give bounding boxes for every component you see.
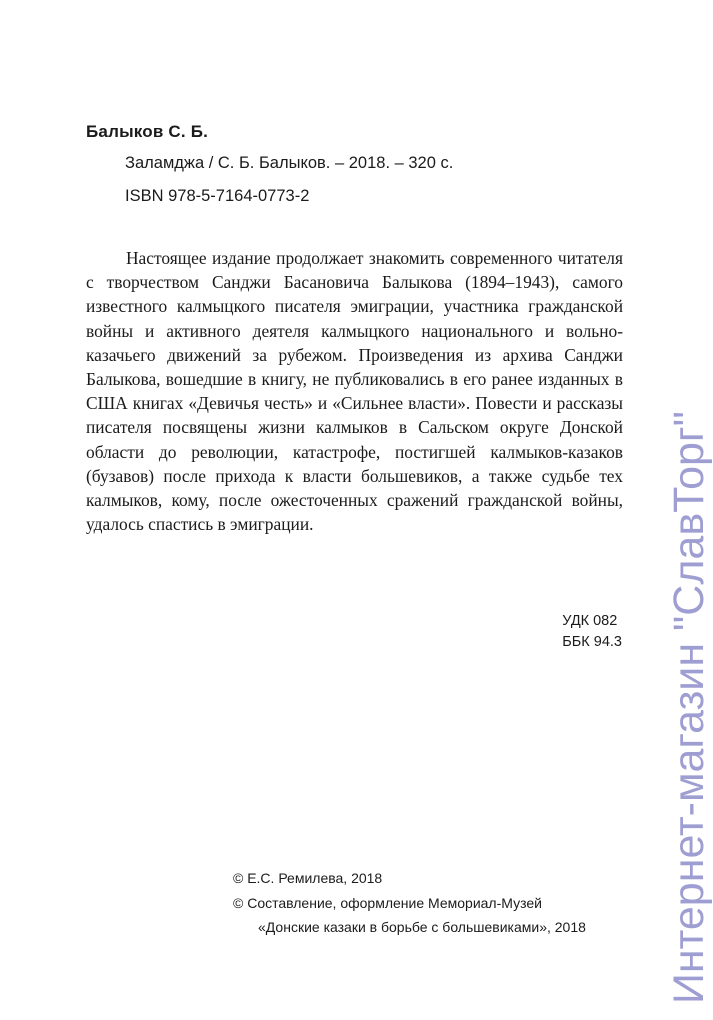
classification-codes <box>562 611 622 653</box>
copyright-line-museum: «Донские казаки в борьбе с большевиками», 2018 <box>258 919 586 935</box>
author-heading: Балыков С. Б. <box>86 122 209 141</box>
copyright-line-author: © Е.С. Ремилева, 2018 <box>233 870 383 886</box>
copyright-line-design: © Составление, оформление Мемориал-Музей <box>233 895 542 911</box>
bbk-code: ББК 94.3 <box>562 634 622 650</box>
udk-code: УДК 082 <box>562 613 618 629</box>
isbn-line: ISBN 978-5-7164-0773-2 <box>125 187 310 205</box>
abstract-paragraph: Настоящее издание продолжает знакомить современного читателя с творчеством Санджи Басановича Балыкова (1894–1943), самого известного калмыцкого писателя эмиграции, участника гражданской войны и активного деятеля калмыцкого национального и вольно-казачьего движений за рубежом. Произведения из архива Санджи Балыкова, вошедшие в книгу, не публиковались в его ранее изданных в США книгах «Девичья честь» и «Сильнее власти». Повести и рассказы писателя посвящены жизни калмыков в Сальском округе Донской области до революции, катастрофе, постигшей калмыков-казаков (бузавов) после прихода к власти большевиков, а также судьбе тех калмыков, кому, после ожесточенных сражений гражданской войны, удалось спастись в эмиграции. <box>86 248 623 535</box>
shop-watermark: Интернет-магазин "СлавТорг" <box>665 411 713 1004</box>
bibliographic-title-line: Заламджа / С. Б. Балыков. – 2018. – 320 с. <box>125 154 454 172</box>
